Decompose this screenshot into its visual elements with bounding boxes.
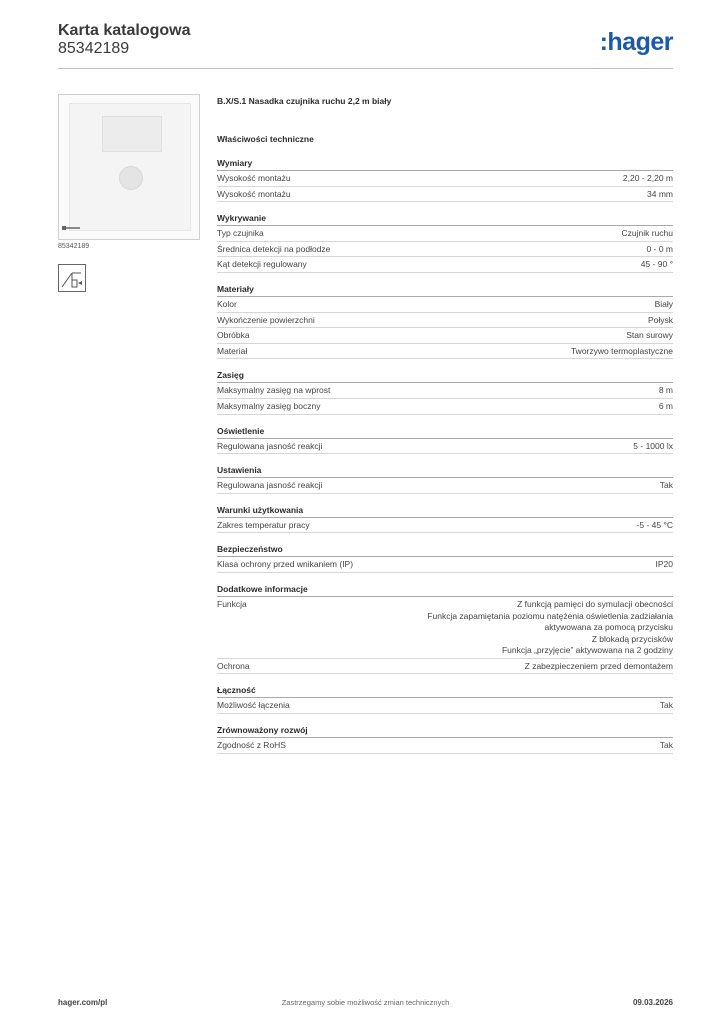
section-title: Warunki użytkowania — [217, 505, 673, 518]
spec-row — [217, 328, 673, 344]
spec-value-line: Z zabezpieczeniem przed demontażem — [524, 660, 673, 671]
spec-value — [330, 244, 673, 256]
section-title: Wykrywanie — [217, 213, 673, 226]
spec-label: Zakres temperatur pracy — [217, 519, 310, 530]
section-title: Bezpieczeństwo — [217, 544, 673, 557]
spec-label: Typ czujnika — [217, 228, 264, 239]
spec-value-line: Tak — [659, 740, 673, 751]
spec-value — [247, 346, 673, 358]
spec-row — [217, 659, 673, 675]
hager-logo[interactable] — [600, 28, 673, 57]
spec-value — [322, 480, 673, 492]
spec-section — [217, 370, 673, 414]
spec-value-line: Z funkcją pamięci do symulacji obecności — [517, 598, 673, 609]
section-title: Zrównoważony rozwój — [217, 725, 673, 738]
section-title: Materiały — [217, 284, 673, 297]
spec-value-line: Tak — [659, 480, 673, 491]
spec-section — [217, 213, 673, 273]
spec-value — [237, 299, 673, 311]
page-title: Karta katalogowa — [58, 22, 191, 39]
screw-icon — [62, 225, 80, 231]
section-title: Zasięg — [217, 370, 673, 383]
product-code: 85342189 — [58, 40, 130, 57]
spec-label: Regulowana jasność reakcji — [217, 480, 323, 491]
section-title: Wymiary — [217, 158, 673, 171]
spec-row — [217, 297, 673, 313]
spec-value-line: 0 - 0 m — [646, 243, 673, 254]
spec-row — [217, 344, 673, 360]
spec-row — [217, 226, 673, 242]
spec-label: Wykończenie powierzchni — [217, 314, 315, 325]
spec-section — [217, 158, 673, 202]
spec-label: Kolor — [217, 298, 237, 309]
spec-row — [217, 313, 673, 329]
spec-value — [322, 441, 673, 453]
footer-date: 09.03.2026 — [632, 998, 673, 1007]
footer-disclaimer: Zastrzegamy sobie możliwość zmian technicznych — [281, 998, 450, 1007]
spec-value — [320, 401, 673, 413]
spec-value-line: Funkcja „przyjęcie” aktywowana na 2 godziny — [501, 645, 673, 656]
spec-label: Średnica detekcji na podłodze — [217, 243, 331, 254]
spec-label: Możliwość łączenia — [217, 700, 290, 711]
spec-value — [250, 330, 673, 342]
spec-value — [353, 559, 673, 571]
product-specs — [217, 96, 673, 765]
spec-value-line: 8 m — [658, 385, 673, 396]
footer-website-link[interactable]: hager.com/pl — [58, 998, 108, 1007]
spec-label: Ochrona — [217, 660, 250, 671]
spec-label: Funkcja — [217, 598, 247, 609]
spec-value — [291, 189, 673, 201]
spec-value-line: 45 - 90 ° — [640, 259, 673, 270]
page-header — [58, 20, 673, 68]
sensor-lens-circle — [119, 166, 143, 190]
spec-value — [264, 228, 673, 240]
spec-value — [310, 520, 673, 532]
sensor-lens-window — [102, 116, 162, 152]
spec-value — [247, 599, 673, 657]
spec-value-line: Z blokadą przycisków — [591, 633, 673, 644]
product-name: B.X/S.1 Nasadka czujnika ruchu 2,2 m biały — [217, 96, 392, 106]
spec-label: Zgodność z RoHS — [217, 740, 286, 751]
spec-section — [217, 584, 673, 675]
spec-value-line: 2,20 - 2,20 m — [622, 173, 673, 183]
spec-value-line: aktywowana za pomocą przycisku — [544, 622, 673, 633]
spec-label: Regulowana jasność reakcji — [217, 440, 323, 451]
spec-value-line: 6 m — [658, 400, 673, 411]
spec-label: Klasa ochrony przed wnikaniem (IP) — [217, 559, 354, 570]
spec-section — [217, 284, 673, 359]
section-title: Ustawienia — [217, 465, 673, 478]
spec-row — [217, 383, 673, 399]
section-title: Dodatkowe informacje — [217, 584, 673, 597]
section-title: Łączność — [217, 685, 673, 698]
spec-value — [315, 315, 673, 327]
spec-row — [217, 597, 673, 659]
spec-section — [217, 544, 673, 573]
spec-row — [217, 478, 673, 494]
spec-row — [217, 257, 673, 273]
spec-value — [291, 173, 673, 185]
spec-row — [217, 242, 673, 258]
spec-value-line: Stan surowy — [626, 330, 673, 341]
sensor-plate — [69, 103, 191, 231]
spec-label: Maksymalny zasięg boczny — [217, 400, 321, 411]
spec-value-line: 5 - 1000 lx — [633, 440, 673, 451]
spec-value — [307, 259, 673, 271]
spec-row — [217, 698, 673, 714]
spec-value — [286, 740, 673, 752]
properties-title: Właściwości techniczne — [217, 134, 314, 144]
spec-value-line: -5 - 45 °C — [636, 519, 673, 530]
spec-value-line: IP20 — [655, 559, 673, 570]
spec-value — [330, 385, 673, 397]
spec-value — [250, 661, 673, 673]
spec-value-line: Czujnik ruchu — [621, 228, 673, 239]
spec-row — [217, 518, 673, 534]
spec-row — [217, 738, 673, 754]
surface-mount-icon — [58, 264, 86, 292]
spec-label: Wysokość montażu — [217, 173, 291, 183]
spec-section — [217, 465, 673, 494]
spec-label: Obróbka — [217, 330, 250, 341]
spec-value-line: Funkcja zapamiętania poziomu natężenia oświetlenia zadziałania — [427, 610, 673, 621]
spec-label: Wysokość montażu — [217, 188, 291, 199]
spec-section — [217, 725, 673, 754]
spec-label: Kąt detekcji regulowany — [217, 259, 307, 270]
spec-row — [217, 187, 673, 203]
section-title: Oświetlenie — [217, 426, 673, 439]
logo-text: hager — [607, 28, 673, 56]
logo-prefix: : — [599, 28, 608, 56]
spec-value-line: Tak — [659, 700, 673, 711]
image-caption: 85342189 — [58, 243, 90, 250]
spec-value-line: Tworzywo termoplastyczne — [570, 345, 673, 356]
spec-row — [217, 171, 673, 187]
spec-row — [217, 399, 673, 415]
spec-value — [290, 700, 673, 712]
spec-row — [217, 439, 673, 455]
header-divider — [58, 68, 673, 69]
spec-sections — [217, 158, 673, 754]
product-image — [58, 94, 200, 240]
spec-value-line: Biały — [654, 298, 673, 309]
spec-section — [217, 685, 673, 714]
spec-row — [217, 557, 673, 573]
spec-section — [217, 505, 673, 534]
spec-section — [217, 426, 673, 455]
spec-label: Materiał — [217, 345, 248, 356]
spec-value-line: Połysk — [647, 314, 673, 325]
spec-value-line: 34 mm — [647, 188, 673, 199]
spec-label: Maksymalny zasięg na wprost — [217, 385, 331, 396]
